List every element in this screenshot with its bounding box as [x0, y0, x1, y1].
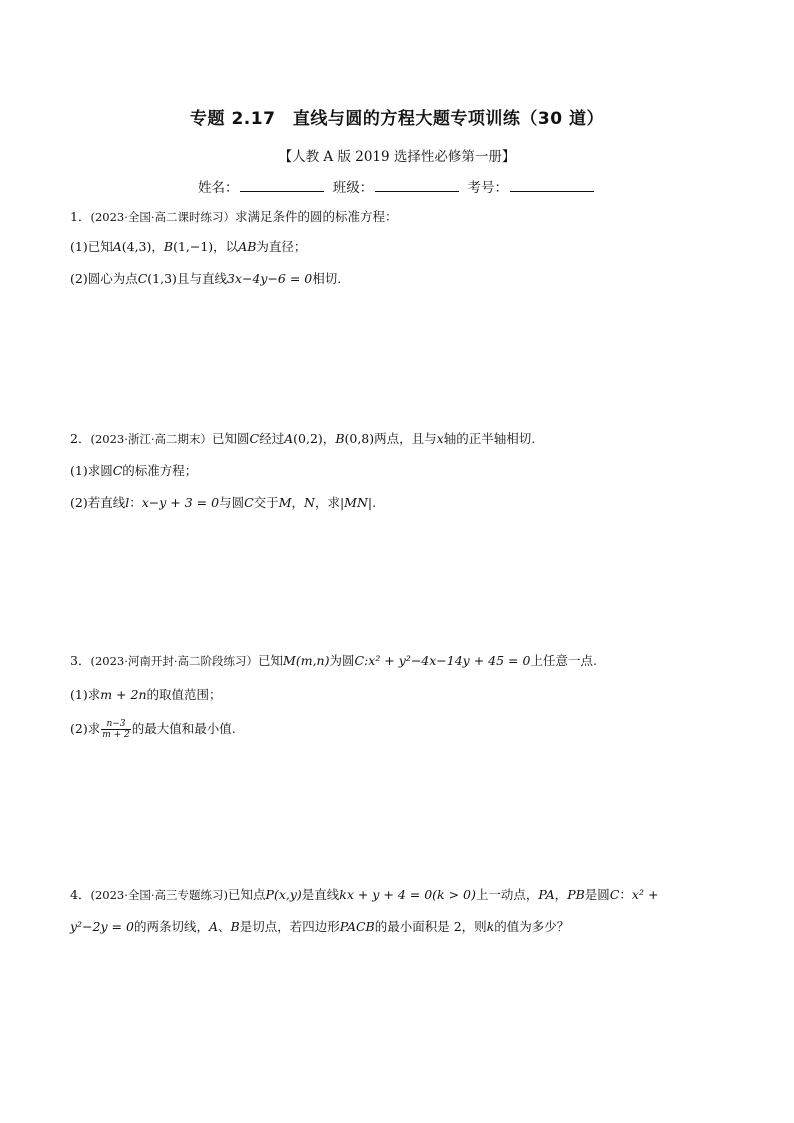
math-equation: x² + [631, 887, 659, 902]
question-text: 、 [217, 919, 231, 934]
math-symbol: |MN| [339, 495, 373, 510]
question-text: 已知圆 [212, 431, 250, 446]
part-text: 与圆 [219, 495, 245, 510]
question-text: 是圆 [584, 887, 610, 902]
part-text: (2)求 [70, 721, 101, 736]
question-3-part-2 [70, 719, 730, 740]
math-coords: (1,−1)，以 [173, 239, 239, 254]
math-symbol: A [284, 431, 294, 446]
question-text: ， [554, 887, 568, 902]
part-text: (2)圆心为点 [70, 271, 138, 286]
question-4-stem-line-2 [70, 918, 730, 936]
part-text: (1)已知 [70, 239, 113, 254]
part-text: 的标准方程； [122, 463, 198, 478]
question-2-part-1 [70, 462, 730, 480]
math-symbol: B [163, 239, 174, 254]
question-source: (2023·浙江·高二期末） [90, 432, 213, 446]
student-info-line [0, 176, 794, 196]
question-1-stem [70, 208, 730, 226]
part-text: (1)求圆 [70, 463, 113, 478]
question-3-part-1 [70, 686, 730, 704]
part-text: ： [129, 495, 142, 510]
math-symbol: C [609, 887, 620, 902]
question-text: 上任意一点. [530, 653, 597, 668]
math-fraction [101, 719, 131, 740]
question-text: 已知 [258, 653, 284, 668]
part-text: . [372, 495, 377, 510]
part-text: 的最大值和最小值. [131, 721, 236, 736]
math-equation: C:x² + y²−4x−14y + 45 = 0 [354, 653, 531, 668]
name-blank [240, 179, 324, 192]
math-symbol: M [278, 495, 292, 510]
question-text: 的最小面积是 2，则 [374, 919, 487, 934]
class-label: 班级： [332, 180, 374, 196]
question-text: 经过 [259, 431, 285, 446]
math-symbol: C [137, 271, 148, 286]
math-symbol: M(m,n) [283, 653, 330, 668]
math-coords: (4,3)， [121, 239, 164, 254]
math-symbol: P(x,y) [265, 887, 302, 902]
math-symbol: l [125, 495, 130, 510]
math-coords: (1,3) [147, 271, 177, 286]
question-source: (2023·全国·高二课时练习） [90, 210, 236, 224]
math-symbol: k [486, 919, 495, 934]
math-symbol: N [304, 495, 315, 510]
math-expression: m + 2n [100, 687, 147, 702]
question-text: 的两条切线， [133, 919, 209, 934]
question-2-part-2 [70, 494, 730, 512]
math-symbol: C [112, 463, 123, 478]
part-text: (1)求 [70, 687, 101, 702]
question-text: 是切点，若四边形 [239, 919, 340, 934]
math-equation: kx + y + 4 = 0(k > 0) [339, 887, 476, 902]
part-text: ，求 [314, 495, 340, 510]
math-symbol: PB [567, 887, 585, 902]
math-symbol: PACB [339, 919, 375, 934]
part-text: 的取值范围； [146, 687, 222, 702]
question-text: 上一动点， [475, 887, 539, 902]
exam-label: 考号： [467, 180, 509, 196]
question-source: (2023·河南开封·高二阶段练习） [90, 654, 259, 668]
question-number: 2． [70, 431, 91, 446]
math-equation: x−y + 3 = 0 [141, 495, 220, 510]
question-1-part-2 [70, 270, 730, 288]
question-text: 两点，且与 [374, 431, 437, 446]
part-text: 交于 [253, 495, 279, 510]
math-symbol: B [230, 919, 240, 934]
fraction-numerator: n−3 [101, 719, 131, 730]
part-text: ， [291, 495, 305, 510]
math-equation: y²−2y = 0 [70, 919, 134, 934]
part-text: 为直径； [256, 239, 307, 254]
question-number: 3． [70, 653, 91, 668]
math-symbol: x [436, 431, 444, 446]
part-text: 且与直线 [176, 271, 227, 286]
question-text: 求满足条件的圆的标准方程： [235, 209, 398, 224]
math-symbol: B [335, 431, 345, 446]
math-symbol: AB [238, 239, 257, 254]
math-symbol: PA [538, 887, 555, 902]
question-4-stem-line-1 [70, 886, 730, 904]
question-3-stem [70, 652, 730, 670]
question-text: 已知点 [228, 887, 266, 902]
question-1-part-1 [70, 238, 730, 256]
name-label: 姓名： [197, 180, 239, 196]
page-subtitle: 【人教 A 版 2019 选择性必修第一册】 [278, 149, 516, 165]
math-symbol: C [244, 495, 254, 510]
question-text: ： [619, 887, 632, 902]
math-symbol: A [112, 239, 122, 254]
question-text: 的值为多少？ [494, 919, 570, 934]
math-equation: 3x−4y−6 = 0 [226, 271, 313, 286]
fraction-denominator: m + 2 [102, 730, 130, 740]
math-coords: (0,2)， [293, 431, 336, 446]
page-title: 专题 2.17 直线与圆的方程大题专项训练（30 道） [190, 109, 604, 129]
exam-blank [510, 179, 594, 192]
question-number: 4． [70, 887, 91, 902]
math-coords: (0,8) [344, 431, 375, 446]
math-symbol: C [249, 431, 260, 446]
question-text: 为圆 [329, 653, 355, 668]
class-blank [375, 179, 459, 192]
question-text: 轴的正半轴相切. [443, 431, 536, 446]
question-number: 1． [70, 209, 91, 224]
math-symbol: A [208, 919, 218, 934]
part-text: (2)若直线 [70, 495, 126, 510]
question-text: 是直线 [301, 887, 340, 902]
question-source: (2023·全国·高三专题练习) [90, 888, 229, 902]
question-2-stem [70, 430, 730, 448]
part-text: 相切. [312, 271, 342, 286]
